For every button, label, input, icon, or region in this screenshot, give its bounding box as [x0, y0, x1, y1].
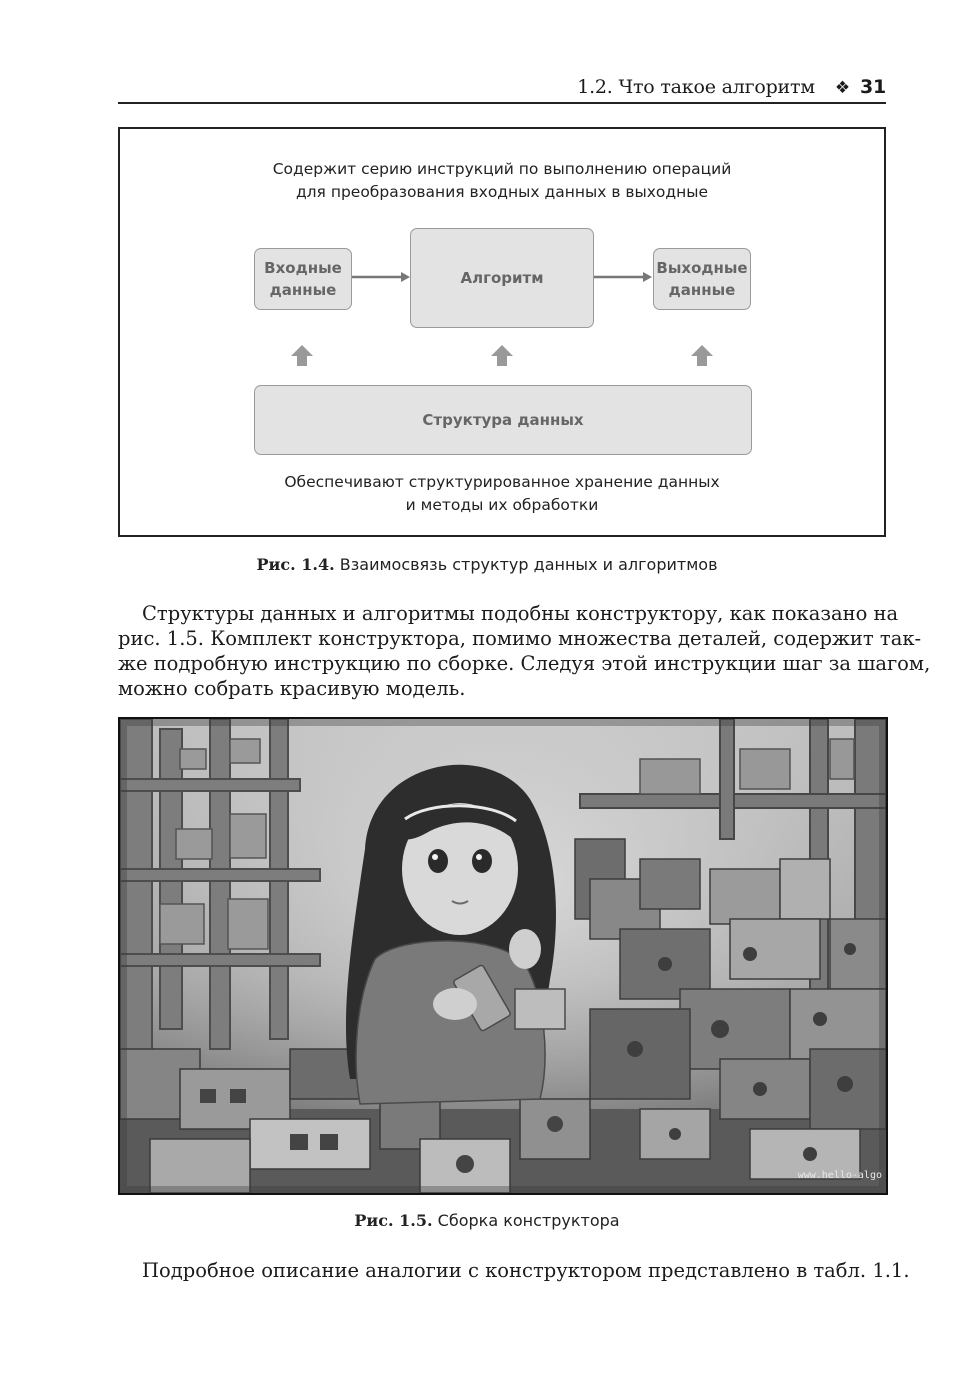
output-data-label-line2: данные: [668, 281, 736, 299]
up-arrows: [291, 345, 713, 366]
girl-building-blocks-illustration: [120, 719, 886, 1193]
paragraph-2-text: Подробное описание аналогии с конструктором представлено в табл. 1.1.: [142, 1259, 910, 1282]
up-arrow-output: [691, 345, 713, 366]
data-structure-label: Структура данных: [422, 411, 584, 429]
algorithm-label: Алгоритм: [460, 269, 544, 287]
figure-1-5-illustration: [118, 717, 888, 1195]
body-paragraph-2: [118, 1258, 910, 1283]
page-number: 31: [859, 76, 886, 98]
output-data-box: [653, 248, 751, 310]
body-paragraph-1: [118, 601, 931, 701]
input-data-box: [254, 248, 352, 310]
paragraph-1-line-3: же подробную инструкцию по сборке. Следуя этой инструкции шаг за шагом,: [118, 652, 931, 675]
paragraph-1-line-4: можно собрать красивую модель.: [118, 677, 466, 700]
header-text: [577, 76, 886, 98]
figure-1-4-caption: [0, 555, 974, 574]
data-structure-description-line2: и методы их обработки: [405, 496, 599, 514]
output-data-label-line1: Выходные: [656, 259, 748, 277]
data-structure-description-line1: Обеспечивают структурированное хранение данных: [284, 473, 720, 491]
running-header: [118, 74, 886, 104]
figure-1-4-caption-number: Рис. 1.4.: [256, 555, 335, 574]
input-data-label-line1: Входные: [264, 259, 342, 277]
image-watermark: www.hello-algo: [797, 1170, 882, 1181]
algorithm-description-line1: Содержит серию инструкций по выполнению операций: [272, 160, 732, 178]
data-structure-description: [120, 471, 884, 517]
figure-1-4-diagram: [118, 127, 886, 537]
up-arrow-input: [291, 345, 313, 366]
data-structure-box: [254, 385, 752, 455]
algorithm-box: [410, 228, 594, 328]
figure-1-5-caption-number: Рис. 1.5.: [354, 1211, 433, 1230]
figure-1-5-caption-text: Сборка конструктора: [437, 1211, 620, 1230]
figure-1-4-caption-text: Взаимосвязь структур данных и алгоритмов: [339, 555, 718, 574]
figure-1-5-caption: [0, 1211, 974, 1230]
arrow-input-to-algorithm-head: [401, 272, 410, 282]
input-data-label-line2: данные: [269, 281, 337, 299]
paragraph-1-line-1: Структуры данных и алгоритмы подобны конструктору, как показано на: [142, 602, 899, 625]
header-separator-icon: ❖: [834, 78, 850, 98]
header-section-title: 1.2. Что такое алгоритм: [577, 76, 815, 98]
algorithm-description-line2: для преобразования входных данных в выходные: [295, 183, 709, 201]
paragraph-1-line-2: рис. 1.5. Комплект конструктора, помимо множества деталей, содержит так-: [118, 627, 922, 650]
up-arrow-algorithm: [491, 345, 513, 366]
arrow-algorithm-to-output-head: [643, 272, 652, 282]
